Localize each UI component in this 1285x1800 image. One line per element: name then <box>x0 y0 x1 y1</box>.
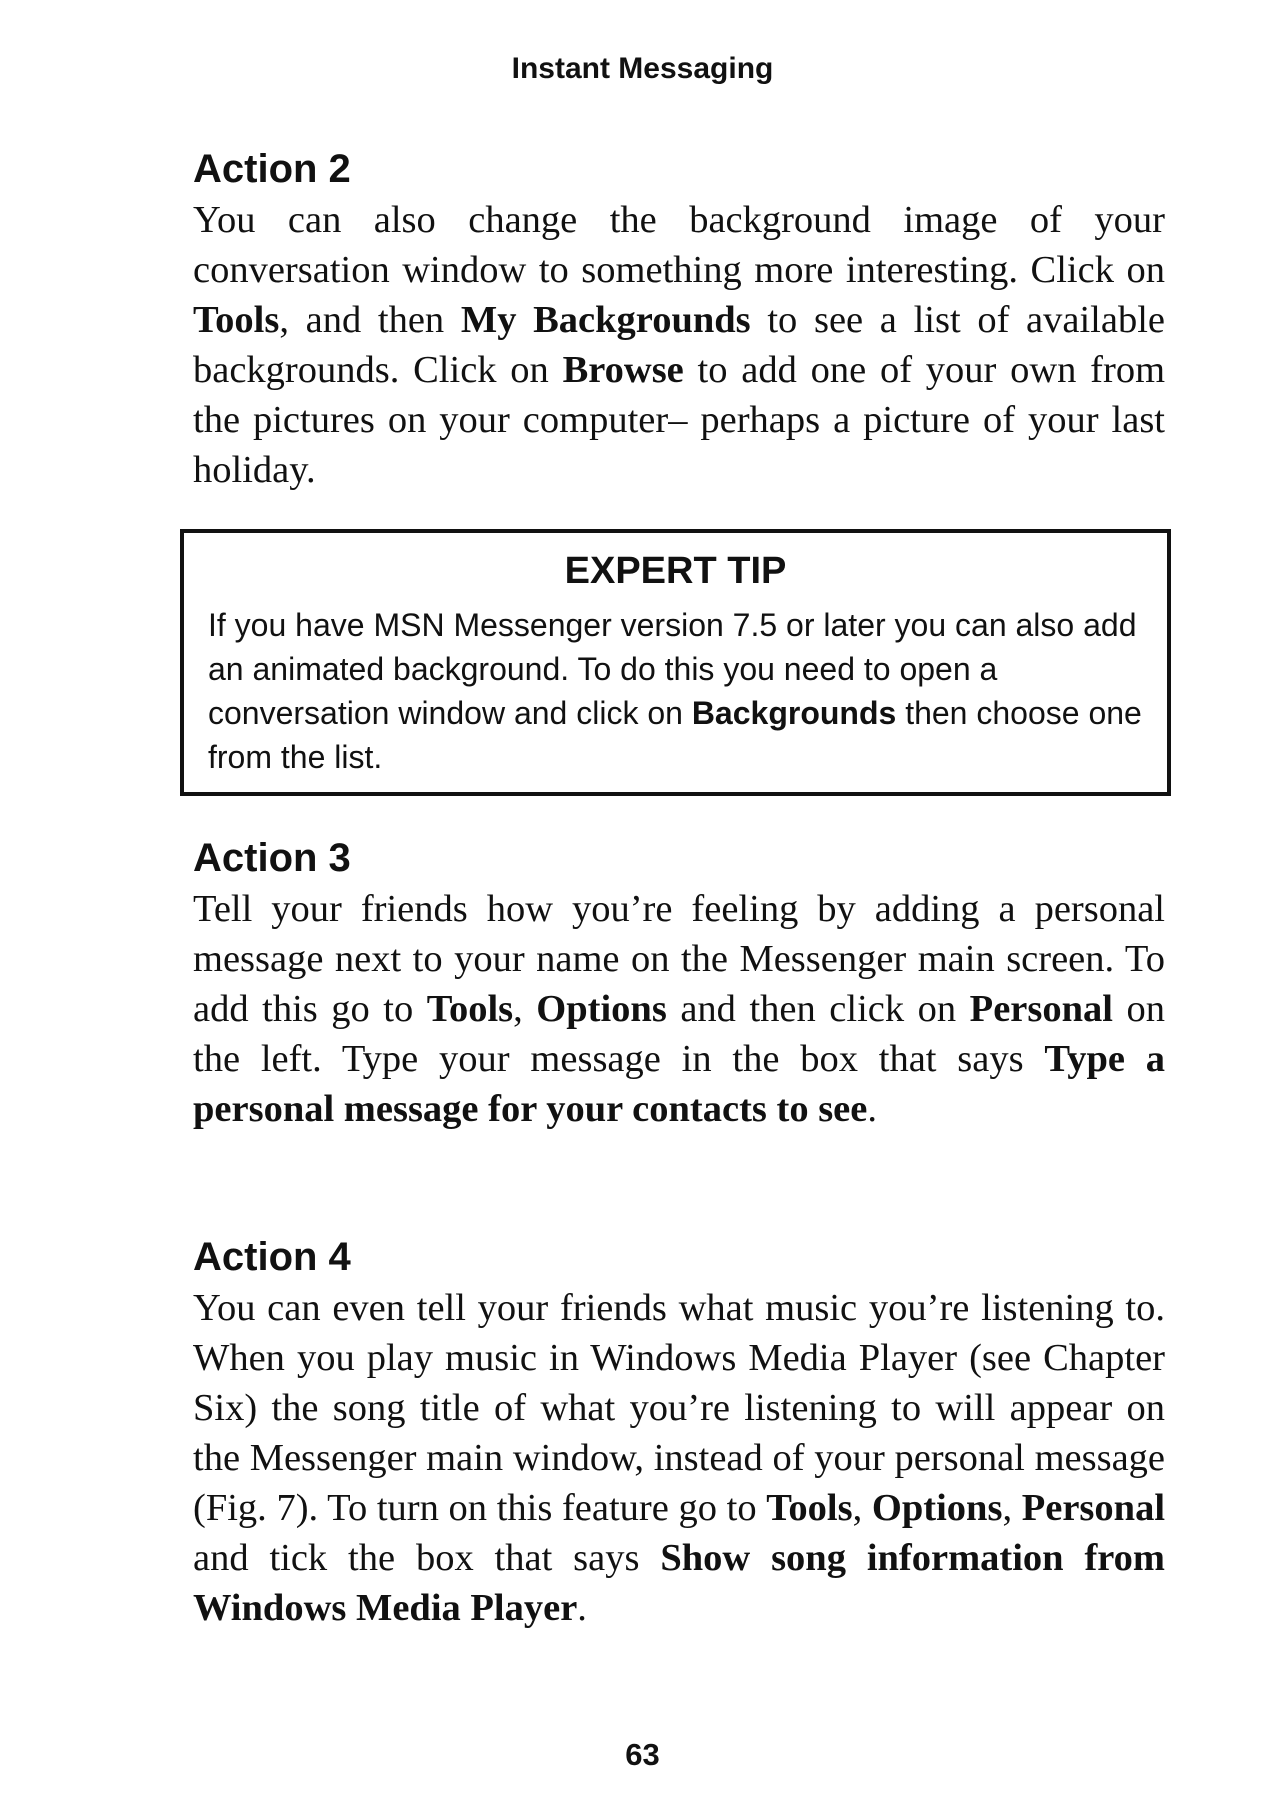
expert-tip-text-part: then choose one from the list. <box>208 695 1142 775</box>
action-4-text-part: , <box>1002 1487 1022 1529</box>
expert-tip-bold-backgrounds: Backgrounds <box>691 695 897 731</box>
action-2-section <box>193 145 1165 495</box>
action-3-text-part: on the left. Type your message in the box that says <box>193 988 1165 1080</box>
action-4-bold-tools: Tools <box>766 1487 853 1529</box>
action-2-bold-tools: Tools <box>193 299 280 341</box>
action-2-bold-my-backgrounds: My Backgrounds <box>460 299 751 341</box>
action-4-text-part: and tick the box that says <box>193 1537 661 1579</box>
expert-tip-text-part: If you have MSN Messenger version 7.5 or later you can also add an animated background. To do this you need to open a conversation window and click on <box>208 607 1137 731</box>
action-2-text-part: to add one of your own from the pictures on your computer– perhaps a picture of your last holiday. <box>193 349 1166 491</box>
action-3-bold-tools: Tools <box>426 988 514 1030</box>
action-2-text <box>193 195 1165 495</box>
page-number: 63 <box>625 1737 660 1772</box>
action-3-bold-options: Options <box>536 988 667 1030</box>
action-2-text-part: to see a list of available backgrounds. Click on <box>193 299 1166 391</box>
action-4-section <box>193 1233 1165 1633</box>
action-4-text-part: , <box>852 1487 872 1529</box>
action-4-heading: Action 4 <box>193 1235 351 1279</box>
action-3-text-part: . <box>867 1088 877 1130</box>
expert-tip-box <box>180 529 1171 796</box>
action-3-bold-type-message: Type a personal message for your contacts to see <box>193 1038 1165 1130</box>
action-2-text-part: You can also change the background image of your conversation window to something more interesting. Click on <box>193 199 1165 291</box>
action-4-bold-personal: Personal <box>1021 1487 1166 1529</box>
action-3-bold-personal: Personal <box>969 988 1113 1030</box>
action-4-text-part: You can even tell your friends what music you’re listening to. When you play music in Windows Media Player (see Chapter Six) the song title of what you’re listening to will appear on the Messenger main window, instead of your personal message (Fig. 7). To turn on this feature go to <box>193 1287 1165 1529</box>
expert-tip-title: EXPERT TIP <box>564 550 787 592</box>
action-3-text-part: , <box>513 988 537 1030</box>
expert-tip-body <box>208 603 1145 779</box>
action-2-text-part: , and then <box>279 299 461 341</box>
action-4-bold-options: Options <box>871 1487 1003 1529</box>
action-3-text-part: and then click on <box>666 988 970 1030</box>
running-head: Instant Messaging <box>511 52 774 85</box>
action-4-text-part: . <box>577 1587 587 1629</box>
action-3-text <box>193 884 1165 1134</box>
action-3-text-part: Tell your friends how you’re feeling by adding a personal message next to your name on the Messenger main screen. To add this go to <box>193 888 1165 1030</box>
action-3-section <box>193 834 1165 1134</box>
action-2-heading: Action 2 <box>193 147 351 191</box>
action-3-heading: Action 3 <box>193 836 351 880</box>
action-2-bold-browse: Browse <box>562 349 684 391</box>
action-4-text <box>193 1283 1165 1633</box>
action-4-bold-show-song-info: Show song information from Windows Media Player <box>193 1537 1165 1629</box>
